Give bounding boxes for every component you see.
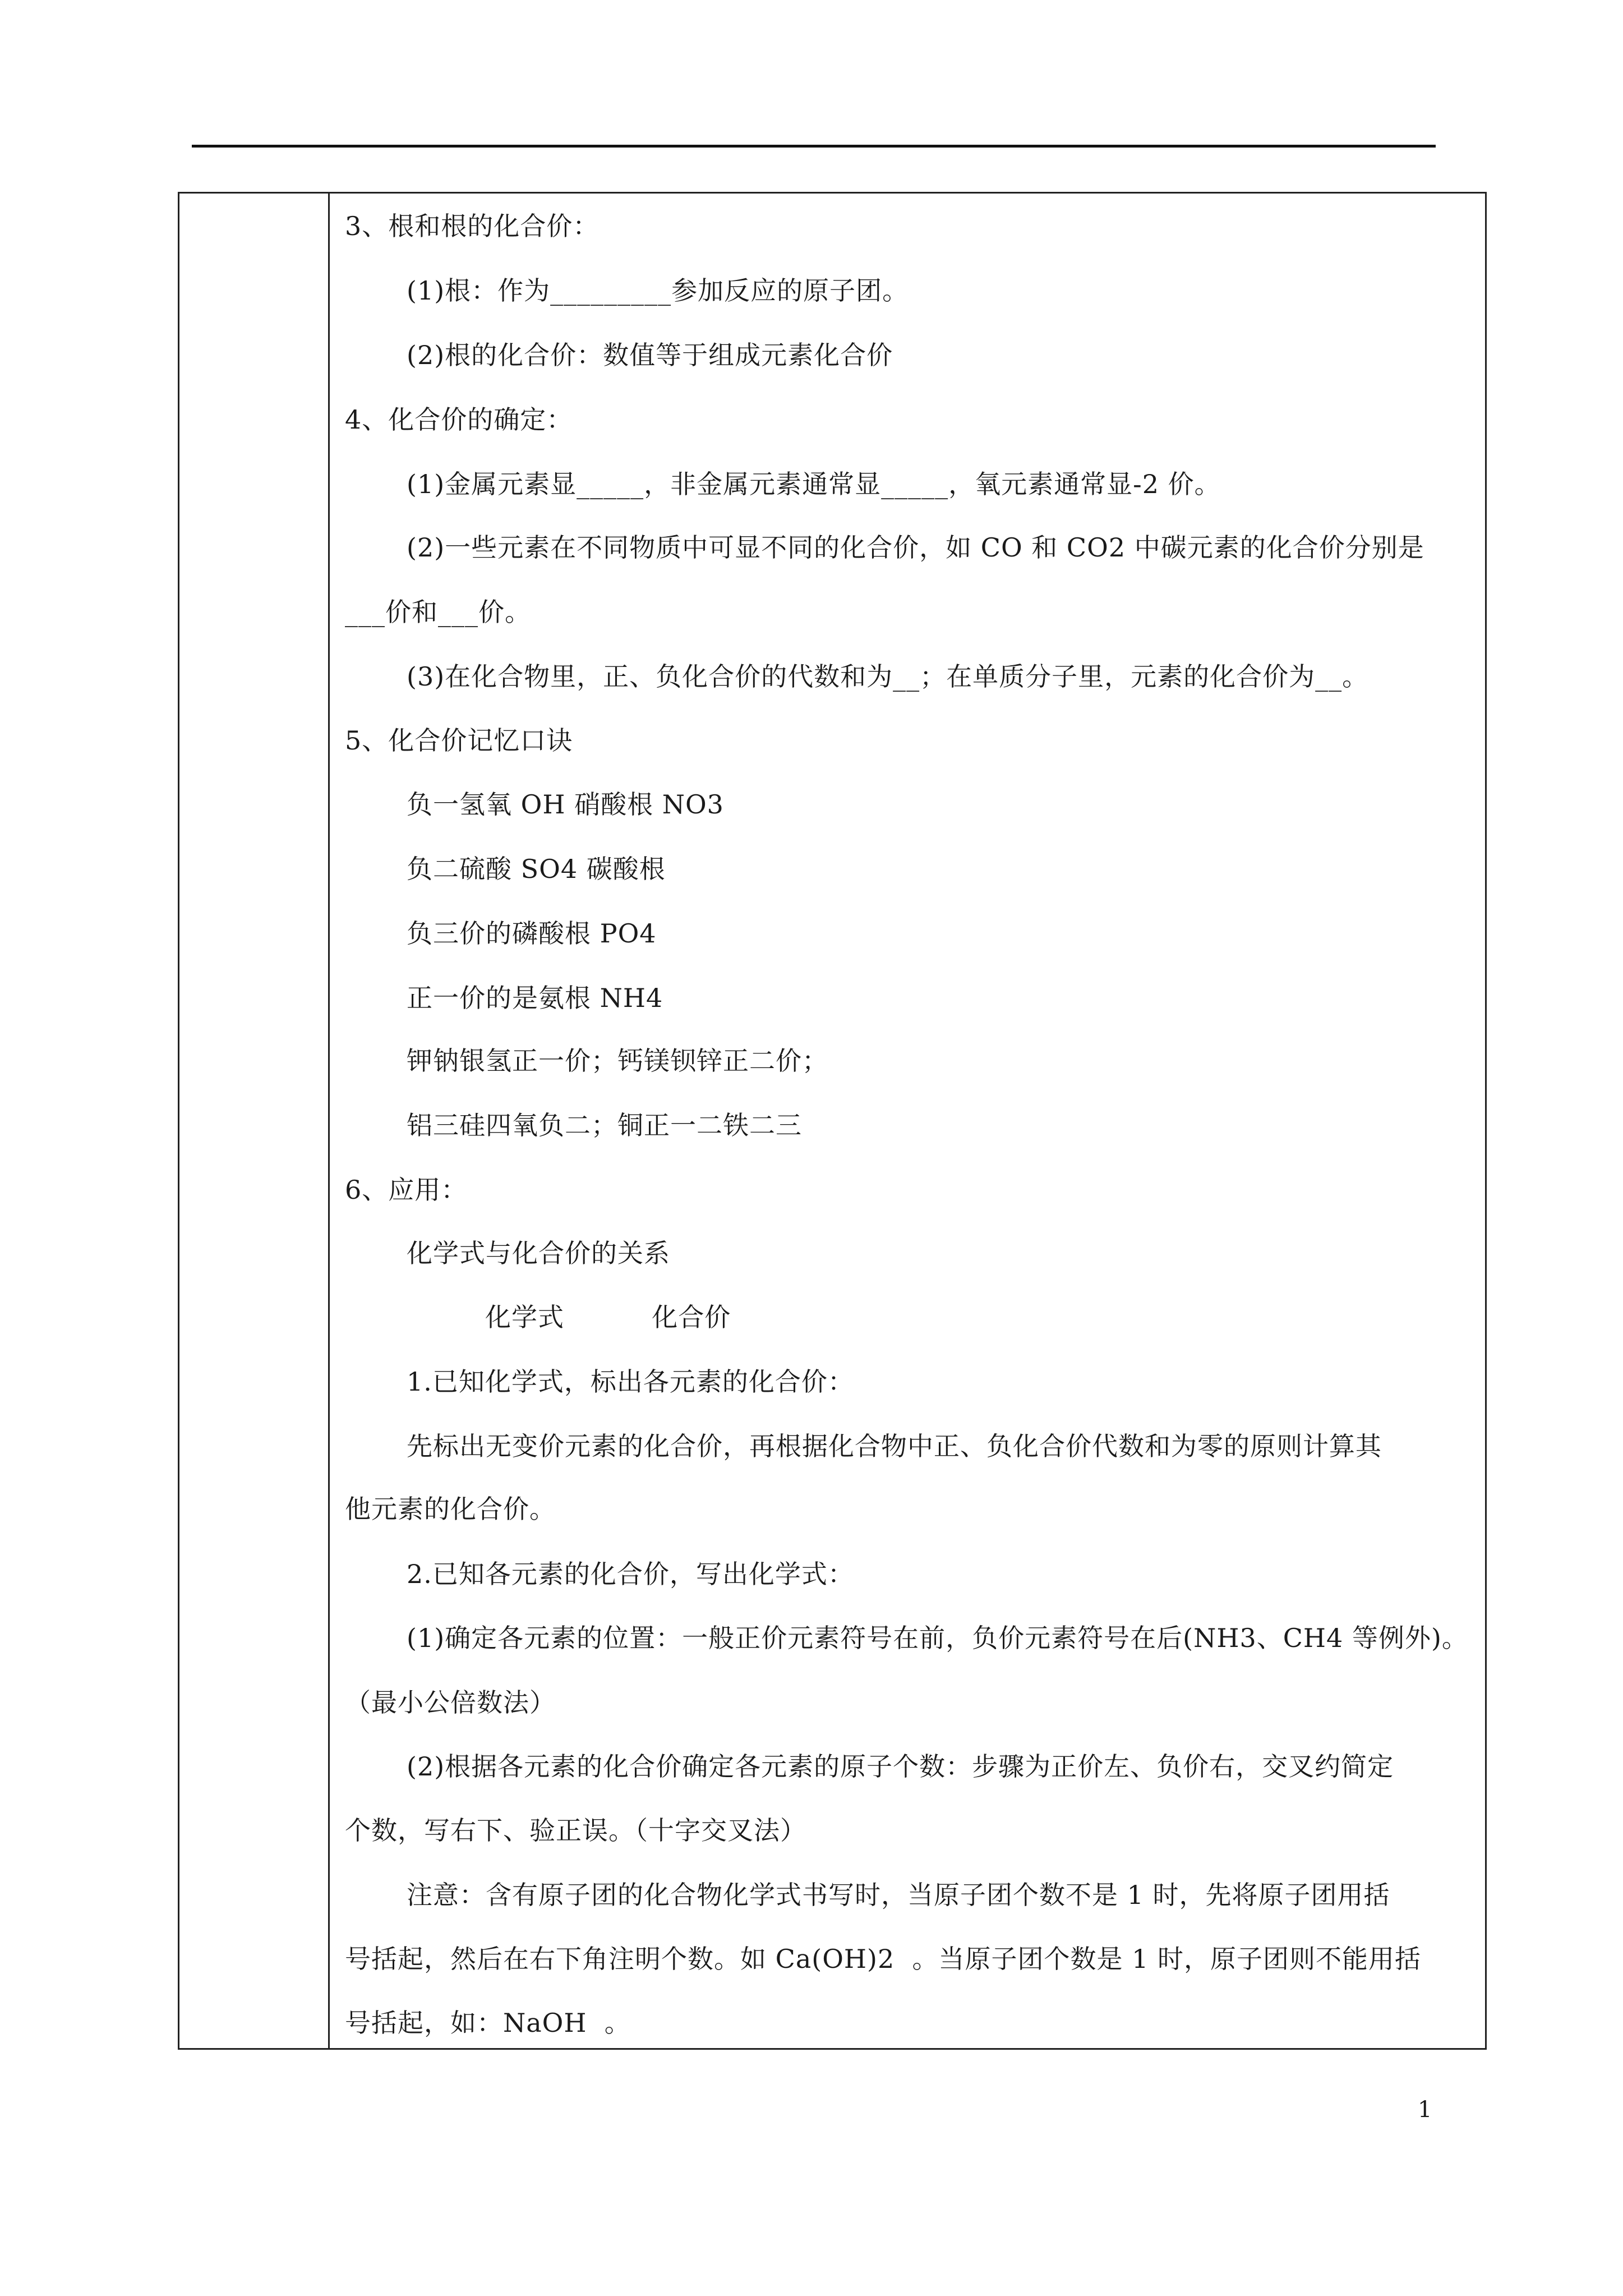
mnemonic-line: 负一氢氧 OH 硝酸根 NO3 (407, 789, 724, 820)
text-line: 2.已知各元素的化合价，写出化学式： (407, 1559, 854, 1589)
text-line: 他元素的化合价。 (345, 1494, 556, 1524)
section-4-heading: 4、化合价的确定： (345, 404, 573, 435)
text-line: (1)根：作为_________参加反应的原子团。 (407, 275, 909, 306)
text-line: (2)根的化合价：数值等于组成元素化合价 (407, 340, 893, 370)
text-line: 号括起，然后在右下角注明个数。如 Ca(OH)2 。当原子团个数是 1 时，原子团则不能用括 (345, 1944, 1421, 1974)
text-line: （最小公倍数法） (345, 1687, 556, 1718)
header-rule (192, 145, 1436, 148)
mnemonic-line: 正一价的是氨根 NH4 (407, 983, 663, 1013)
text-line: (3)在化合物里，正、负化合价的代数和为__；在单质分子里，元素的化合价为__。 (407, 661, 1369, 692)
page-number: 1 (1418, 2097, 1432, 2123)
mnemonic-line: 负三价的磷酸根 PO4 (407, 918, 657, 949)
text-line: 化学式与化合价的关系 (407, 1238, 670, 1268)
text-line: (2)一些元素在不同物质中可显不同的化合价，如 CO 和 CO2 中碳元素的化合价分别是 (407, 532, 1424, 563)
section-6-heading: 6、应用： (345, 1175, 468, 1205)
left-empty-cell (179, 194, 328, 2048)
column-divider (328, 194, 330, 2048)
text-line: 1.已知化学式，标出各元素的化合价： (407, 1366, 854, 1397)
content-table (178, 192, 1487, 2050)
mnemonic-line: 铝三硅四氧负二；铜正一二铁二三 (407, 1110, 802, 1140)
section-3-heading: 3、根和根的化合价： (345, 211, 600, 241)
text-line: 先标出无变价元素的化合价，再根据化合物中正、负化合价代数和为零的原则计算其 (407, 1431, 1382, 1461)
mnemonic-line: 钾钠银氢正一价；钙镁钡锌正二价； (407, 1046, 828, 1076)
text-line: (1)确定各元素的位置：一般正价元素符号在前，负价元素符号在后(NH3、CH4 等例外)。 (407, 1623, 1468, 1653)
text-line: 号括起，如：NaOH 。 (345, 2008, 631, 2038)
text-line: 个数，写右下、验正误。（十字交叉法） (345, 1815, 806, 1846)
relation-labels: 化学式 化合价 (485, 1302, 731, 1332)
text-line: (1)金属元素显_____，非金属元素通常显_____，氧元素通常显-2 价。 (407, 469, 1221, 499)
mnemonic-line: 负二硫酸 SO4 碳酸根 (407, 854, 666, 884)
content-cell (345, 194, 1472, 2048)
text-line: ___价和___价。 (345, 597, 531, 627)
text-line: (2)根据各元素的化合价确定各元素的原子个数：步骤为正价左、负价右，交叉约简定 (407, 1751, 1394, 1782)
section-5-heading: 5、化合价记忆口诀 (345, 725, 573, 756)
text-line: 注意：含有原子团的化合物化学式书写时，当原子团个数不是 1 时，先将原子团用括 (407, 1880, 1390, 1910)
